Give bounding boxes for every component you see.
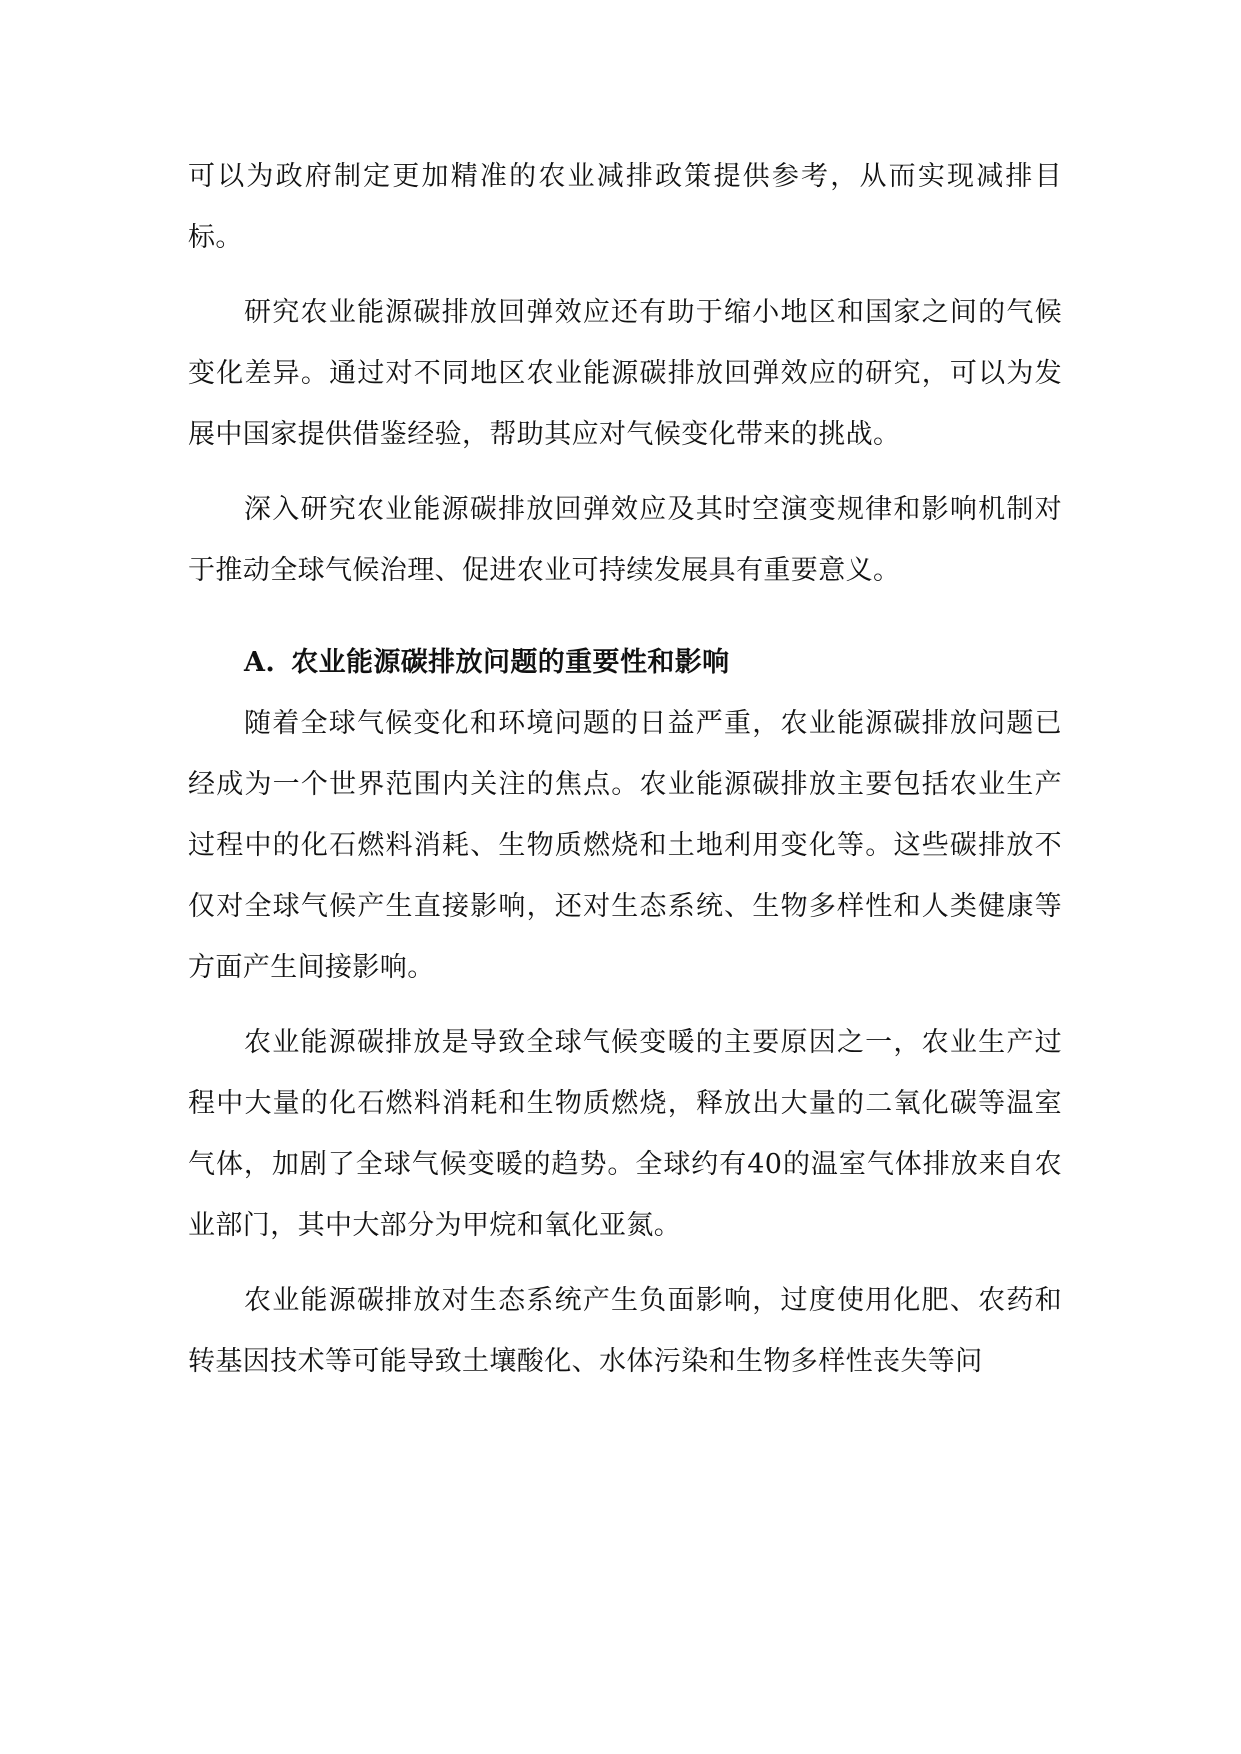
section-heading <box>188 632 1062 693</box>
paragraph-research-significance: 深入研究农业能源碳排放回弹效应及其时空演变规律和影响机制对于推动全球气候治理、促进农业可持续发展具有重要意义。 <box>188 494 1062 586</box>
section-number: A. <box>244 647 276 678</box>
paragraph-rebound-effect-regional: 研究农业能源碳排放回弹效应还有助于缩小地区和国家之间的气候变化差异。通过对不同地区农业能源碳排放回弹效应的研究，可以为发展中国家提供借鉴经验，帮助其应对气候变化带来的挑战。 <box>188 297 1062 450</box>
paragraph-global-warming-cause: 农业能源碳排放是导致全球气候变暖的主要原因之一，农业生产过程中大量的化石燃料消耗和生物质燃烧，释放出大量的二氧化碳等温室气体，加剧了全球气候变暖的趋势。全球约有40的温室气体排放来自农业部门，其中大部分为甲烷和氧化亚氮。 <box>188 1027 1062 1241</box>
section-title: 农业能源碳排放问题的重要性和影响 <box>291 647 730 678</box>
paragraph-ecosystem-impact: 农业能源碳排放对生态系统产生负面影响，过度使用化肥、农药和转基因技术等可能导致土壤酸化、水体污染和生物多样性丧失等问 <box>188 1285 1062 1377</box>
document-body <box>188 146 1062 1392</box>
paragraph-continuation: 可以为政府制定更加精准的农业减排政策提供参考，从而实现减排目标。 <box>188 161 1062 253</box>
paragraph-carbon-emission-focus: 随着全球气候变化和环境问题的日益严重，农业能源碳排放问题已经成为一个世界范围内关注的焦点。农业能源碳排放主要包括农业生产过程中的化石燃料消耗、生物质燃烧和土地利用变化等。这些碳排放不仅对全球气候产生直接影响，还对生态系统、生物多样性和人类健康等方面产生间接影响。 <box>188 708 1062 983</box>
